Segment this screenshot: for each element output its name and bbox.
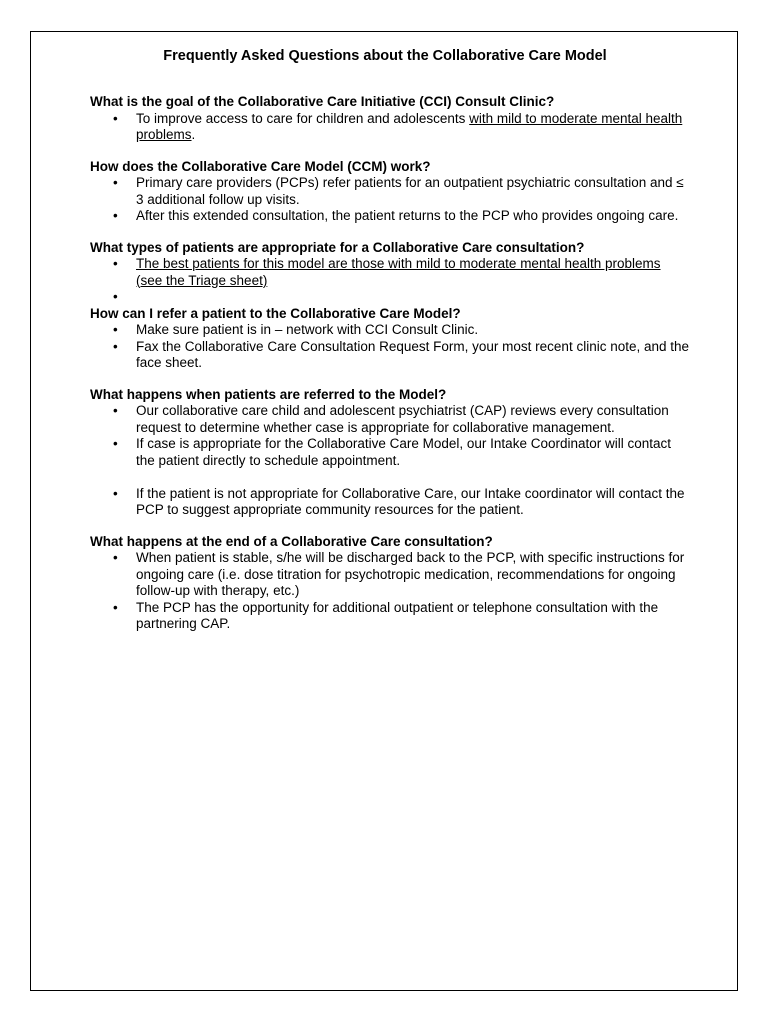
faq-answer — [90, 175, 690, 208]
document-title: Frequently Asked Questions about the Collaborative Care Model — [163, 48, 607, 64]
bullet-icon: • — [113, 436, 118, 451]
answer-text: The PCP has the opportunity for additional outpatient or telephone consultation with the partnering CAP. — [136, 599, 659, 631]
faq-question: What happens at the end of a Collaborative Care consultation? — [90, 533, 493, 549]
faq-question: What is the goal of the Collaborative Care Initiative (CCI) Consult Clinic? — [90, 94, 555, 109]
bullet-icon: • — [113, 403, 118, 418]
answer-text: When patient is stable, s/he will be discharged back to the PCP, with specific instructions for ongoing care (i.e. dose titration for psychotropic medication, recommendations for ongoing follow-up with therapy, etc.) — [136, 550, 685, 598]
faq-question: How can I refer a patient to the Collaborative Care Model? — [90, 305, 461, 321]
faq-answer-list — [90, 175, 690, 225]
faq-answer — [90, 256, 690, 289]
faq-question: How does the Collaborative Care Model (CCM) work? — [90, 158, 431, 174]
bullet-icon: • — [113, 175, 118, 190]
faq-answer — [90, 486, 690, 519]
answer-underlined-text: with mild to moderate mental health problems — [136, 110, 683, 142]
bullet-icon: • — [113, 322, 118, 337]
faq-section-end-of-consultation — [90, 534, 690, 633]
faq-question: What types of patients are appropriate for a Collaborative Care consultation? — [90, 239, 585, 255]
faq-answer-list — [90, 111, 690, 144]
faq-answer-list — [90, 403, 690, 519]
bullet-icon: • — [113, 208, 118, 223]
faq-answer-list — [90, 550, 690, 633]
faq-answer — [90, 208, 690, 225]
faq-answer-list — [90, 256, 690, 306]
faq-answer — [90, 550, 690, 600]
faq-answer — [90, 403, 690, 436]
bullet-icon: • — [113, 256, 118, 271]
faq-answer — [90, 339, 690, 372]
faq-answer — [90, 322, 690, 339]
answer-underlined-text: The best patients for this model are those with mild to moderate mental health problems (see the Triage sheet) — [136, 256, 661, 288]
answer-text: If the patient is not appropriate for Collaborative Care, our Intake coordinator will contact the PCP to suggest appropriate community resources for the patient. — [136, 485, 685, 517]
faq-answer-empty — [90, 289, 690, 306]
faq-section-goal — [90, 94, 690, 144]
faq-answer — [90, 600, 690, 633]
bullet-icon: • — [113, 550, 118, 565]
faq-answer-list — [90, 322, 690, 372]
bullet-icon: • — [113, 338, 118, 354]
faq-section-referral — [90, 306, 690, 372]
answer-text: Fax the Collaborative Care Consultation Request Form, your most recent clinic note, and the face sheet. — [136, 338, 690, 370]
answer-text: To improve access to care for children and adolescents — [136, 110, 470, 126]
answer-text: Primary care providers (PCPs) refer patients for an outpatient psychiatric consultation and ≤ 3 additional follow up visits. — [136, 175, 684, 207]
faq-section-after-referral — [90, 387, 690, 519]
bullet-icon: • — [113, 289, 118, 304]
answer-text: Our collaborative care child and adolescent psychiatrist (CAP) reviews every consultation request to determine whether case is appropriate for collaborative management. — [136, 403, 669, 435]
bullet-icon: • — [113, 599, 118, 615]
faq-answer — [90, 111, 690, 144]
faq-question: What happens when patients are referred to the Model? — [90, 386, 447, 402]
faq-section-how-it-works — [90, 159, 690, 225]
answer-text-tail: . — [191, 127, 196, 142]
bullet-icon: • — [113, 485, 118, 501]
bullet-icon: • — [113, 110, 118, 126]
answer-text: If case is appropriate for the Collaborative Care Model, our Intake Coordinator will contact the patient directly to schedule appointment. — [136, 436, 672, 468]
answer-text: Make sure patient is in – network with CCI Consult Clinic. — [136, 322, 479, 337]
answer-text: After this extended consultation, the patient returns to the PCP who provides ongoing care. — [136, 208, 679, 223]
faq-answer — [90, 436, 690, 469]
faq-section-patient-types — [90, 240, 690, 306]
faq-content — [90, 94, 690, 648]
